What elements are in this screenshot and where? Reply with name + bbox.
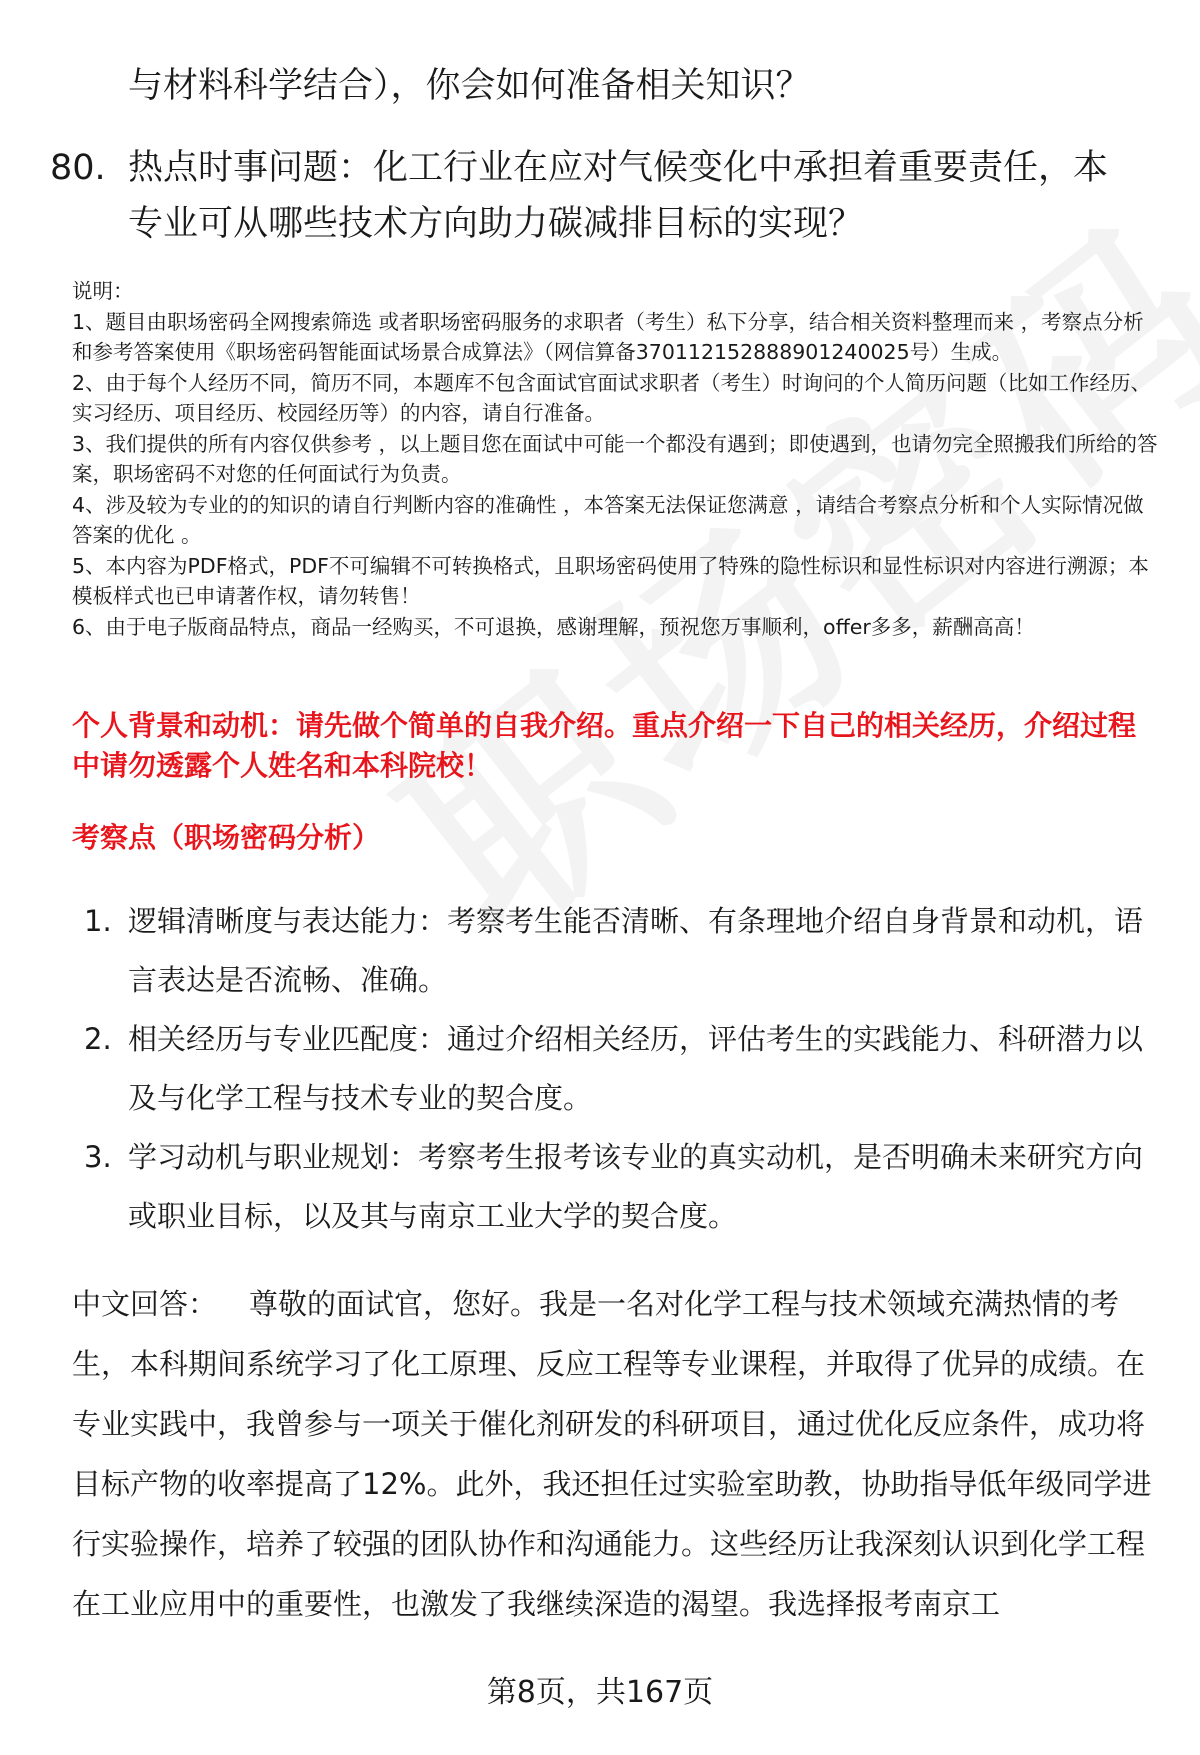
point-number: 3. [84,1140,112,1174]
section-title: 个人背景和动机：请先做个简单的自我介绍。重点介绍一下自己的相关经历，介绍过程中请勿透露个人姓名和本科院校！ [72,709,1137,782]
answer-text: 尊敬的面试官，您好。我是一名对化学工程与技术领域充满热情的考生，本科期间系统学习了化工原理、反应工程等专业课程，并取得了优异的成绩。在专业实践中，我曾参与一项关于催化剂研发的科研项目，通过优化反应条件，成功将目标产物的收率提高了12%。此外，我还担任过实验室助教，协助指导低年级同学进行实验操作，培养了较强的团队协作和沟通能力。这些经历让我深刻认识到化学工程在工业应用中的重要性，也激发了我继续深造的渴望。我选择报考南京工 [72,1287,1152,1621]
page-footer: 第8页，共167页 [486,1675,714,1710]
point-text: 相关经历与专业匹配度：通过介绍相关经历，评估考生的实践能力、科研潜力以及与化学工程与技术专业的契合度。 [128,1022,1144,1115]
analysis-points [84,892,1164,1246]
question-text: 热点时事问题：化工行业在应对气候变化中承担着重要责任，本专业可从哪些技术方向助力碳减排目标的实现？ [128,148,1109,244]
answer-label: 中文回答： [72,1287,218,1321]
answer-block [72,1274,1162,1634]
analysis-point [84,1010,1164,1128]
note-item: 5、本内容为PDF格式，PDF不可编辑不可转换格式，且职场密码使用了特殊的隐性标识和显性标识对内容进行溯源；本模板样式也已申请著作权，请勿转售！ [72,553,1149,608]
question-number: 80. [50,148,106,188]
analysis-point [84,1128,1164,1246]
note-item: 2、由于每个人经历不同，简历不同，本题库不包含面试官面试求职者（考生）时询问的个人简历问题（比如工作经历、实习经历、项目经历、校园经历等）的内容，请自行准备。 [72,370,1152,425]
analysis-title: 考察点（职场密码分析） [72,821,381,854]
note-item: 3、我们提供的所有内容仅供参考 ，以上题目您在面试中可能一个都没有遇到；即使遇到，也请勿完全照搬我们所给的答案，职场密码不对您的任何面试行为负责。 [72,431,1158,486]
notes-block [72,276,1162,642]
point-number: 2. [84,1022,112,1056]
note-item: 4、涉及较为专业的的知识的请自行判断内容的准确性 ，本答案无法保证您满意 ，请结合考察点分析和个人实际情况做答案的优化 。 [72,492,1144,547]
analysis-point [84,892,1164,1010]
note-item: 6、由于电子版商品特点，商品一经购买，不可退换，感谢理解，预祝您万事顺利，offer多多，薪酬高高！ [72,614,1035,639]
notes-title: 说明： [72,279,134,303]
note-item: 1、题目由职场密码全网搜索筛选 或者职场密码服务的求职者（考生）私下分享，结合相关资料整理而来 ，考察点分析和参考答案使用《职场密码智能面试场景合成算法》（网信算备370112152888901240025号）生成。 [72,309,1144,364]
point-text: 逻辑清晰度与表达能力：考察考生能否清晰、有条理地介绍自身背景和动机，语言表达是否流畅、准确。 [128,904,1144,997]
point-text: 学习动机与职业规划：考察考生报考该专业的真实动机，是否明确未来研究方向或职业目标，以及其与南京工业大学的契合度。 [128,1140,1144,1233]
point-number: 1. [84,904,112,938]
question-continuation: 与材料科学结合），你会如何准备相关知识？ [128,66,811,106]
